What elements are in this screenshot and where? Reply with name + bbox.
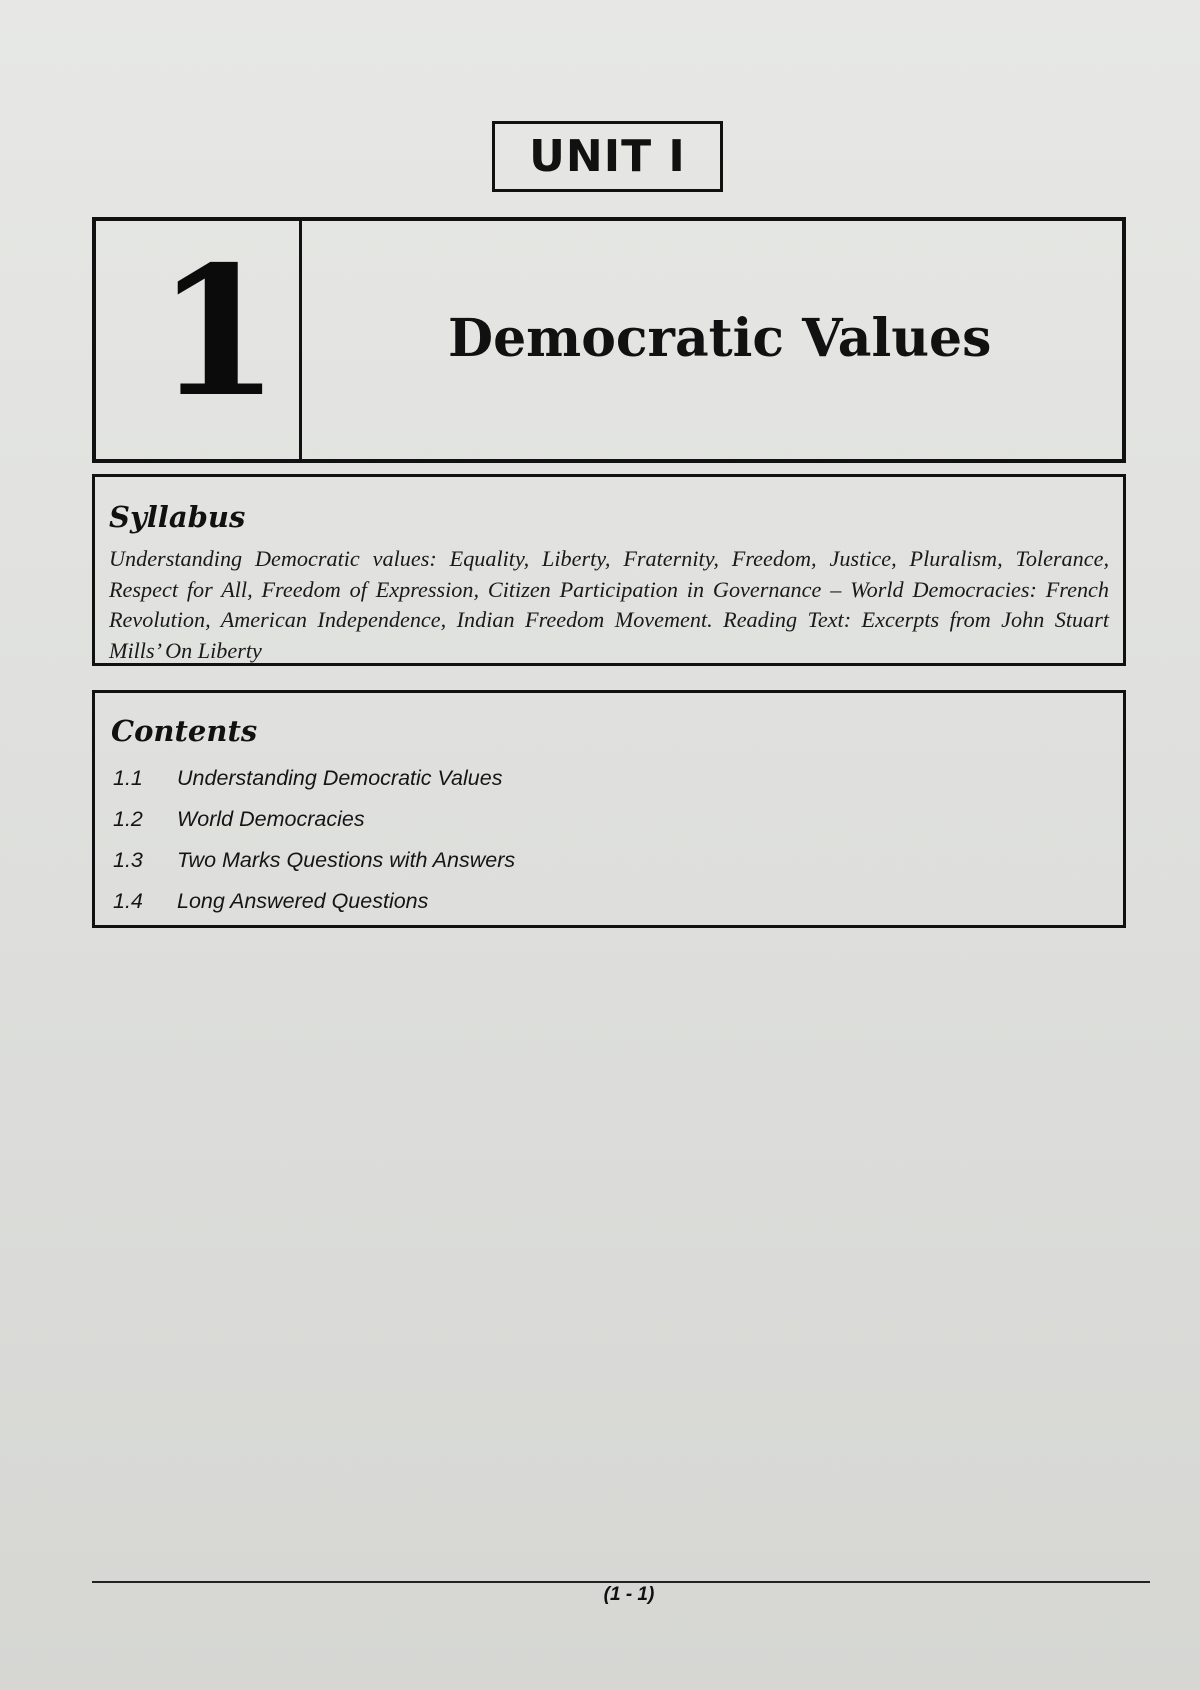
syllabus-text: Understanding Democratic values: Equality, Liberty, Fraternity, Freedom, Justice, Pluralism, Tolerance, Respect for All, Freedom of Expression, Citizen Participation in Governance – World Democracies: French Revolution, American Independence, Indian Freedom Movement. Reading Text: Excerpts from John Stuart Mills’ On Liberty xyxy=(109,546,1109,663)
contents-box xyxy=(92,690,1126,928)
contents-item-number: 1.4 xyxy=(113,889,143,913)
contents-heading: Contents xyxy=(111,714,258,748)
contents-item xyxy=(111,799,1107,840)
chapter-number-cell xyxy=(96,221,302,459)
contents-item xyxy=(111,840,1107,881)
chapter-title: Democratic Values xyxy=(448,308,992,369)
contents-item-label: Long Answered Questions xyxy=(177,889,429,913)
page-number: (1 - 1) xyxy=(603,1584,655,1605)
syllabus-box xyxy=(92,474,1126,666)
chapter-header xyxy=(92,217,1126,463)
footer-rule xyxy=(92,1581,1150,1583)
chapter-title-cell xyxy=(302,221,1122,459)
contents-item-number: 1.2 xyxy=(113,807,143,831)
contents-item-label: Understanding Democratic Values xyxy=(177,766,503,790)
contents-item-label: Two Marks Questions with Answers xyxy=(177,848,516,872)
contents-item-label: World Democracies xyxy=(177,807,365,831)
unit-label: UNIT I xyxy=(529,130,686,182)
contents-list xyxy=(111,758,1107,922)
contents-item xyxy=(111,881,1107,922)
contents-item xyxy=(111,758,1107,799)
contents-item-number: 1.3 xyxy=(113,848,143,872)
syllabus-heading: Syllabus xyxy=(109,500,246,534)
unit-label-box xyxy=(492,121,723,192)
chapter-number: 1 xyxy=(156,227,280,436)
contents-item-number: 1.1 xyxy=(113,766,143,790)
